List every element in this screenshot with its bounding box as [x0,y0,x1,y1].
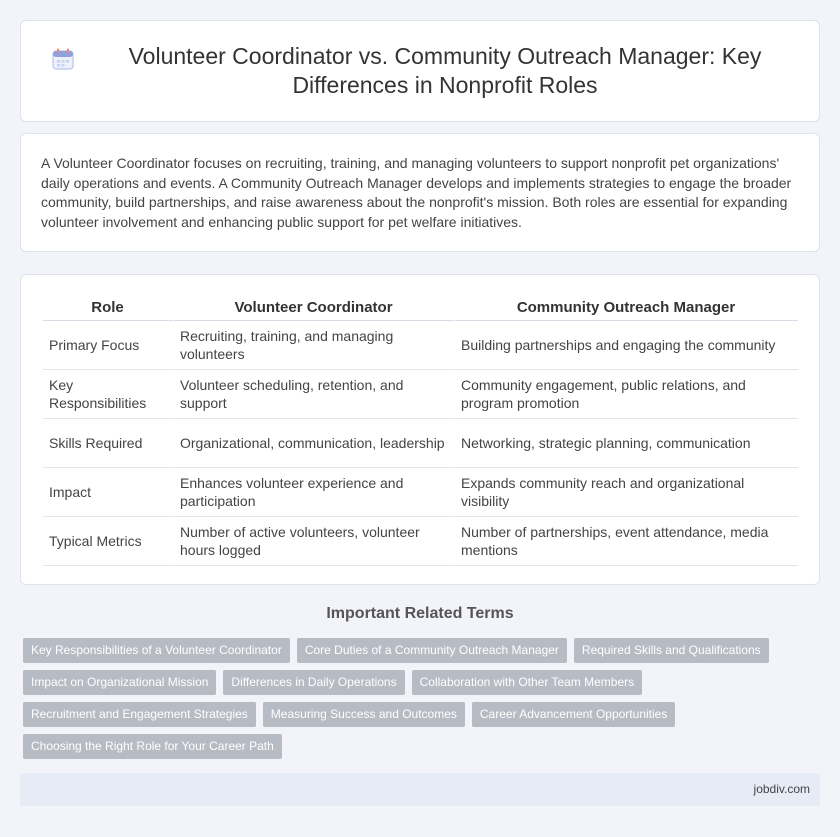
comparison-card [20,274,820,585]
volunteer-coordinator-cell: Organizational, communication, leadership [174,419,455,468]
volunteer-coordinator-cell: Enhances volunteer experience and participation [174,468,455,517]
calendar-icon [51,47,75,71]
table-row [43,370,799,419]
table-header-row [43,295,799,321]
row-label: Primary Focus [43,321,174,370]
table-row [43,517,799,566]
outreach-manager-cell: Networking, strategic planning, communication [455,419,799,468]
row-label: Key Responsibilities [43,370,174,419]
volunteer-coordinator-cell: Number of active volunteers, volunteer hours logged [174,517,455,566]
outreach-manager-cell: Building partnerships and engaging the community [455,321,799,370]
related-term-tag[interactable]: Differences in Daily Operations [223,670,404,695]
related-terms-list [23,638,823,766]
intro-paragraph: A Volunteer Coordinator focuses on recruiting, training, and managing volunteers to support nonprofit pet organizations' daily operations and events. A Community Outreach Manager develops and implements strategies to engage the broader community, build partnerships, and raise awareness about the nonprofit's mission. Both roles are essential for expanding volunteer involvement and enhancing public support for pet welfare initiatives. [41,155,792,230]
volunteer-coordinator-cell: Volunteer scheduling, retention, and support [174,370,455,419]
header-community-outreach-manager: Community Outreach Manager [455,295,799,321]
header-role: Role [43,295,174,321]
related-term-tag[interactable]: Choosing the Right Role for Your Career Path [23,734,282,759]
table-row [43,321,799,370]
related-term-tag[interactable]: Recruitment and Engagement Strategies [23,702,256,727]
page-title: Volunteer Coordinator vs. Community Outreach Manager: Key Differences in Nonprofit Roles [128,43,762,98]
footer [20,773,820,806]
row-label: Impact [43,468,174,517]
related-term-tag[interactable]: Core Duties of a Community Outreach Manager [297,638,567,663]
related-term-tag[interactable]: Collaboration with Other Team Members [412,670,643,695]
related-term-tag[interactable]: Measuring Success and Outcomes [263,702,465,727]
related-term-tag[interactable]: Impact on Organizational Mission [23,670,216,695]
row-label: Skills Required [43,419,174,468]
related-term-tag[interactable]: Career Advancement Opportunities [472,702,675,727]
related-terms-title: Important Related Terms [326,605,514,622]
intro-card [20,133,820,252]
related-term-tag[interactable]: Required Skills and Qualifications [574,638,769,663]
outreach-manager-cell: Expands community reach and organizational visibility [455,468,799,517]
row-label: Typical Metrics [43,517,174,566]
outreach-manager-cell: Number of partnerships, event attendance, media mentions [455,517,799,566]
header-volunteer-coordinator: Volunteer Coordinator [174,295,455,321]
table-row [43,468,799,517]
volunteer-coordinator-cell: Recruiting, training, and managing volunteers [174,321,455,370]
table-row [43,419,799,468]
comparison-table [43,295,799,566]
footer-site-link[interactable]: jobdiv.com [753,782,810,796]
outreach-manager-cell: Community engagement, public relations, and program promotion [455,370,799,419]
title-card [20,20,820,122]
related-term-tag[interactable]: Key Responsibilities of a Volunteer Coordinator [23,638,290,663]
